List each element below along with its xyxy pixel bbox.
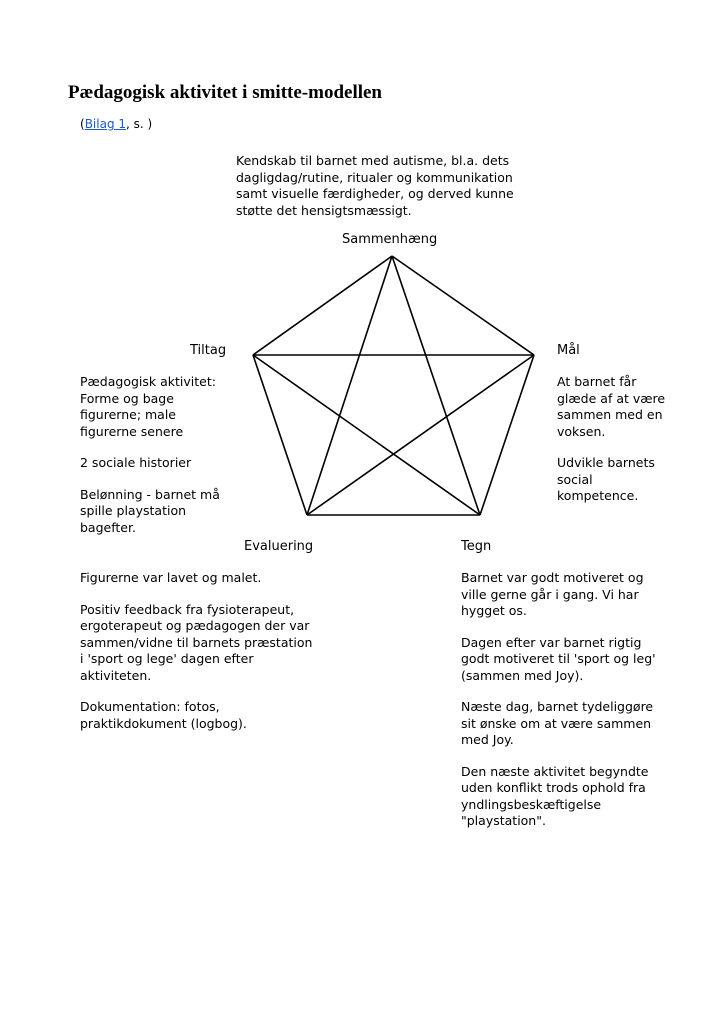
node-label-maal: Mål — [557, 343, 580, 358]
text-line: bagefter. — [80, 519, 136, 535]
text-line: Barnet var godt motiveret og — [461, 570, 644, 585]
edge-sammenhaeng-maal — [392, 256, 534, 355]
edge-evaluering-tiltag — [253, 355, 307, 515]
edge-maal-tegn — [480, 355, 534, 515]
page-title: Pædagogisk aktivitet i smitte-modellen — [68, 82, 383, 103]
tegn-description — [461, 570, 656, 830]
maal-paragraph — [557, 455, 665, 505]
node-label-sammenhaeng: Sammenhæng — [342, 232, 438, 247]
text-line: kompetence. — [557, 488, 639, 503]
tiltag-paragraph — [80, 374, 220, 440]
tiltag-paragraph — [80, 455, 220, 472]
top-note-line: Kendskab til barnet med autisme, bl.a. dets — [236, 153, 510, 168]
node-label-evaluering: Evaluering — [244, 539, 314, 554]
text-line: Udvikle barnets — [557, 455, 655, 470]
text-line: Forme og bage — [80, 390, 174, 406]
edge-sammenhaeng-evaluering — [307, 256, 392, 515]
tiltag-paragraph — [80, 487, 220, 537]
text-line: Figurerne var lavet og malet. — [80, 570, 262, 585]
bilag-link[interactable]: Bilag 1 — [84, 117, 127, 131]
text-line: figurerne senere — [80, 423, 184, 439]
text-line: sammen med en — [557, 407, 663, 422]
top-note-line: samt visuelle færdigheder, og derved kunne — [236, 186, 514, 201]
text-line: Pædagogisk aktivitet: — [80, 374, 216, 389]
tegn-paragraph — [461, 764, 656, 830]
evaluering-description — [80, 570, 312, 732]
text-line: sit ønske om at være sammen — [461, 715, 652, 731]
text-line: (sammen med Joy). — [461, 667, 584, 683]
text-line: ville gerne går i gang. Vi har — [461, 586, 639, 602]
top-note-line: dagligdag/rutine, ritualer og kommunikation — [236, 169, 513, 185]
edge-tiltag-sammenhaeng — [253, 256, 392, 355]
text-line: Den næste aktivitet begyndte — [461, 763, 649, 779]
text-line: Dagen efter var barnet rigtig — [461, 634, 642, 650]
text-line: praktikdokument (logbog). — [80, 715, 247, 731]
node-label-tegn: Tegn — [461, 539, 492, 554]
text-line: Positiv feedback fra fysioterapeut, — [80, 601, 295, 617]
text-line: uden konflikt trods ophold fra — [461, 780, 646, 795]
maal-paragraph — [557, 374, 665, 440]
edge-sammenhaeng-tegn — [392, 256, 480, 515]
text-line: Dokumentation: fotos, — [80, 699, 220, 714]
source-open-paren: ( — [80, 117, 85, 131]
evaluering-paragraph — [80, 699, 312, 732]
text-line: voksen. — [557, 423, 606, 439]
evaluering-paragraph — [80, 602, 312, 685]
maal-description — [557, 374, 665, 505]
text-line: hygget os. — [461, 603, 527, 618]
edge-tiltag-tegn — [253, 355, 480, 515]
text-line: sammen/vidne til barnets præstation — [80, 634, 313, 650]
text-line: "playstation". — [461, 813, 546, 828]
tiltag-description — [80, 374, 220, 536]
text-line: At barnet får — [557, 374, 637, 389]
text-line: spille playstation — [80, 503, 187, 518]
source-page-text: , s. ) — [126, 117, 153, 131]
text-line: yndlingsbeskæftigelse — [461, 796, 602, 812]
tegn-paragraph — [461, 570, 656, 620]
text-line: social — [557, 471, 593, 487]
text-line: Belønning - barnet må — [80, 486, 220, 502]
edge-maal-evaluering — [307, 355, 534, 515]
text-line: 2 sociale historier — [80, 455, 192, 470]
node-label-tiltag: Tiltag — [190, 343, 227, 358]
evaluering-paragraph — [80, 570, 312, 587]
tegn-paragraph — [461, 699, 656, 749]
tegn-paragraph — [461, 635, 656, 685]
text-line: Næste dag, barnet tydeliggøre — [461, 699, 654, 714]
text-line: med Joy. — [461, 732, 514, 747]
text-line: aktiviteten. — [80, 667, 152, 683]
text-line: godt motiveret til 'sport og leg' — [461, 651, 656, 666]
text-line: ergoterapeut og pædagogen der var — [80, 618, 310, 633]
text-line: i 'sport og lege' dagen efter — [80, 651, 254, 666]
text-line: glæde af at være — [557, 390, 666, 406]
top-note-line: støtte det hensigtsmæssigt. — [236, 202, 412, 218]
text-line: figurerne; male — [80, 407, 177, 422]
